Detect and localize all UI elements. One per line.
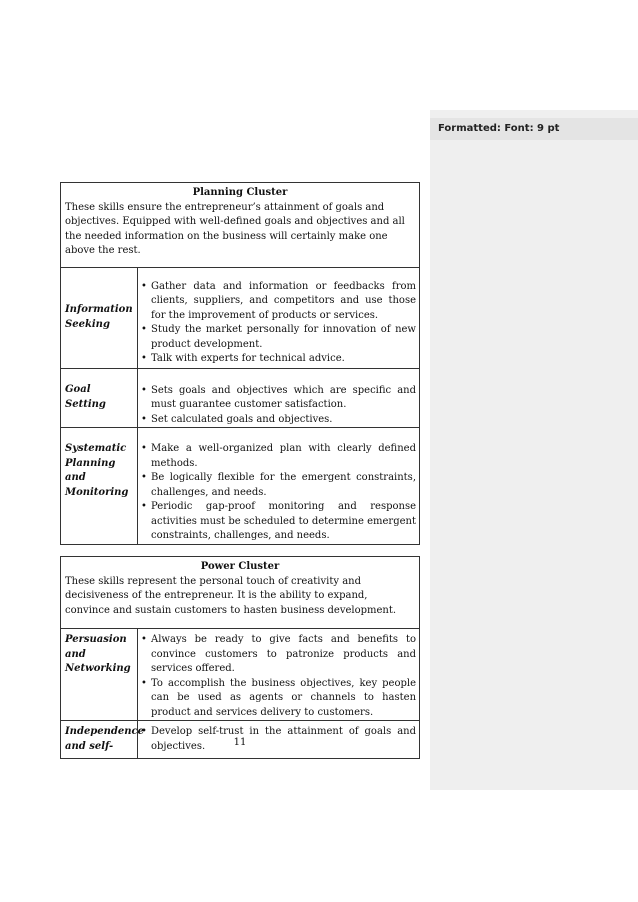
- list-item: • Set calculated goals and objectives.: [141, 413, 416, 428]
- list-item: • To accomplish the business objectives, key people can be used as agents or channels to hasten product and services delivery to customers.: [141, 677, 416, 721]
- power-header-cell: [61, 557, 420, 629]
- row-label: Persuasion and Networking: [61, 629, 138, 721]
- row-content: [138, 368, 420, 428]
- list-item: • Periodic gap-proof monitoring and response activities must be scheduled to determine emergent constraints, challenges, and needs.: [141, 500, 416, 544]
- power-cluster-description: These skills represent the personal touch of creativity and decisiveness of the entrepreneur. It is the ability to expand, convince and sustain customers to hasten business development.: [65, 575, 397, 616]
- list-item: • Be logically flexible for the emergent constraints, challenges, and needs.: [141, 471, 416, 500]
- list-item: • Study the market personally for innovation of new product development.: [141, 323, 416, 352]
- power-cluster-title: Power Cluster: [200, 561, 280, 572]
- list-item: • Sets goals and objectives which are specific and must guarantee customer satisfaction.: [141, 384, 416, 413]
- row-content: [138, 428, 420, 545]
- list-item: • Make a well-organized plan with clearly defined methods.: [141, 442, 416, 471]
- row-label: Systematic Planning and Monitoring: [61, 428, 138, 545]
- comment-pane: [430, 110, 638, 790]
- formatting-comment[interactable]: Formatted: Font: 9 pt: [430, 118, 638, 140]
- planning-cluster-title: Planning Cluster: [192, 187, 288, 198]
- list-item: • Develop self-trust in the attainment of goals and objectives.: [141, 725, 416, 754]
- row-content: [138, 267, 420, 368]
- list-item: • Talk with experts for technical advice.: [141, 352, 416, 367]
- row-label: Goal Setting: [61, 368, 138, 428]
- page-number: 11: [233, 737, 247, 748]
- planning-cluster-table: [60, 182, 420, 545]
- row-content: [138, 629, 420, 721]
- power-cluster-table: [60, 556, 420, 759]
- list-item: • Gather data and information or feedbacks from clients, suppliers, and competitors and use those for the improvement of products or services.: [141, 280, 416, 324]
- row-label: Independence and self-: [61, 721, 138, 759]
- planning-header-cell: [61, 183, 420, 268]
- row-label: Information Seeking: [61, 267, 138, 368]
- list-item: • Always be ready to give facts and benefits to convince customers to patronize products and services offered.: [141, 633, 416, 677]
- planning-cluster-description: These skills ensure the entrepreneur’s attainment of goals and objectives. Equipped with well-defined goals and objectives and all the needed information on the business will certainly make one above the rest.: [65, 201, 405, 256]
